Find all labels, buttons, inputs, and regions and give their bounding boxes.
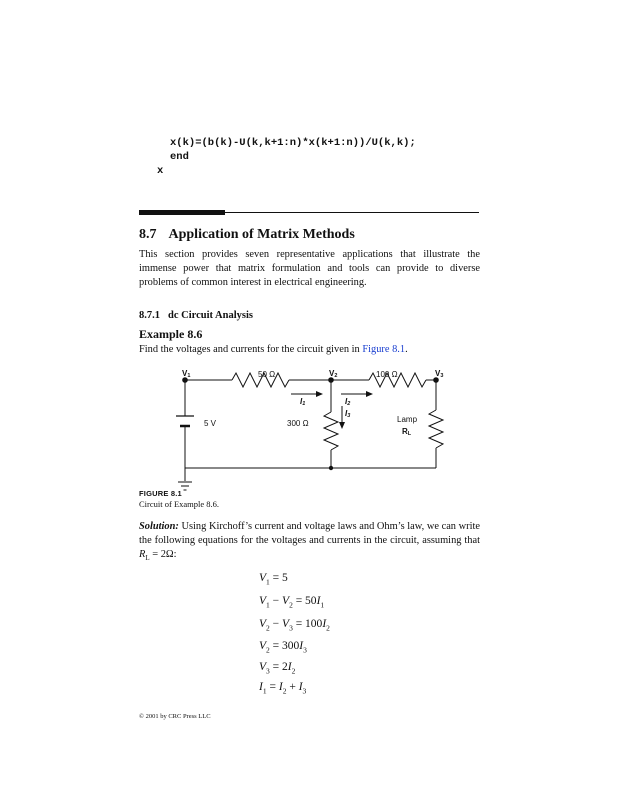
figure-label: FIGURE 8.1 bbox=[139, 489, 182, 498]
label-source: 5 V bbox=[204, 419, 217, 428]
example-text-before: Find the voltages and currents for the circuit given in bbox=[139, 344, 363, 355]
arrow-i2-head bbox=[366, 391, 373, 397]
equation-3: $V_2 - V_3 = 100I_2$ bbox=[259, 618, 330, 633]
solution-label: Solution: bbox=[139, 521, 179, 532]
label-i3: I3 bbox=[345, 409, 351, 419]
node-bottom-dot bbox=[329, 466, 333, 470]
label-i2: I2 bbox=[345, 397, 351, 407]
subsection-number: 8.7.1 bbox=[139, 310, 160, 321]
subsection-title: dc Circuit Analysis bbox=[168, 310, 253, 321]
arrow-i1-head bbox=[316, 391, 323, 397]
solution-rl-sub: L bbox=[145, 554, 150, 563]
label-r2: 100 Ω bbox=[376, 370, 398, 379]
node-v2-dot bbox=[328, 377, 334, 383]
code-line-2: end bbox=[170, 151, 189, 163]
resistor-lamp bbox=[429, 410, 443, 448]
example-title: Example 8.6 bbox=[139, 327, 203, 341]
code-line-1: x(k)=(b(k)-U(k,k+1:n)*x(k+1:n))/U(k,k); bbox=[170, 137, 416, 149]
equation-6: $I_1 = I_2 + I_3$ bbox=[259, 681, 307, 696]
label-r1: 50 Ω bbox=[258, 370, 276, 379]
intro-paragraph: This section provides seven representative applications that illustrate the immense power that matrix formulation and tools can provide to diverse problems of common interest in electrical engineering. bbox=[139, 249, 480, 288]
label-rl: RL bbox=[402, 427, 412, 437]
solution-paragraph bbox=[139, 520, 480, 565]
solution-rl: R bbox=[139, 549, 146, 560]
solution-value: = 2Ω: bbox=[149, 549, 177, 560]
label-v1: V1 bbox=[182, 369, 191, 379]
section-title: Application of Matrix Methods bbox=[168, 227, 355, 242]
example-text-after: . bbox=[405, 344, 408, 355]
label-lamp: Lamp bbox=[397, 415, 418, 424]
node-v3-dot bbox=[433, 377, 439, 383]
equation-1: $V_1 = 5$ bbox=[259, 572, 288, 587]
equation-4: $V_2 = 300I_3$ bbox=[259, 640, 307, 655]
code-line-3: x bbox=[157, 165, 164, 177]
label-v2: V2 bbox=[329, 369, 338, 379]
solution-text: Using Kirchoff’s current and voltage laws and Ohm’s law, we can write the following equations for the voltages and currents in the circuit, assuming that bbox=[139, 521, 480, 546]
label-v3: V3 bbox=[435, 369, 444, 379]
label-i1: I1 bbox=[300, 397, 306, 407]
label-r3: 300 Ω bbox=[287, 419, 309, 428]
copyright-footer: © 2001 by CRC Press LLC bbox=[139, 713, 211, 720]
section-number: 8.7 bbox=[139, 227, 157, 242]
figure-link[interactable]: Figure 8.1 bbox=[362, 344, 406, 355]
equation-5: $V_3 = 2I_2$ bbox=[259, 661, 296, 676]
equation-2: $V_1 - V_2 = 50I_1$ bbox=[259, 595, 325, 610]
resistor-300 bbox=[324, 412, 338, 450]
arrow-i3-head bbox=[339, 422, 345, 429]
figure-caption: Circuit of Example 8.6. bbox=[139, 499, 220, 509]
